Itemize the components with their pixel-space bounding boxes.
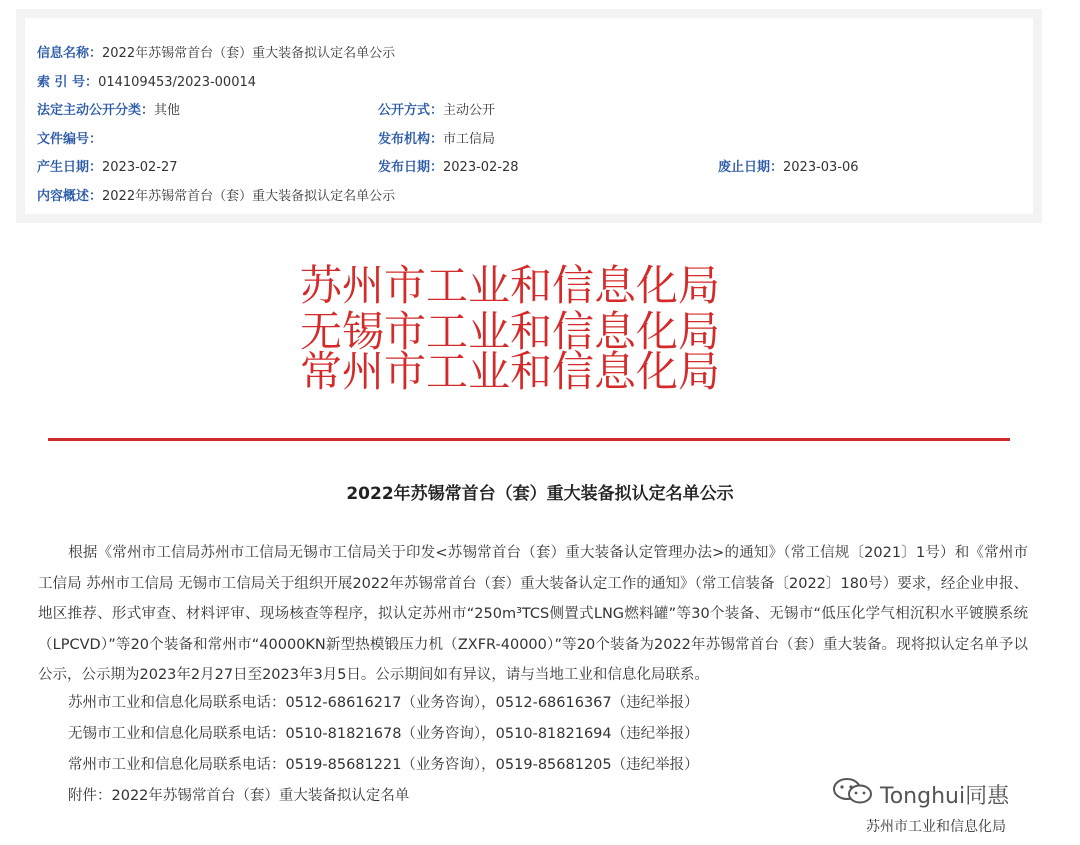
info-row-expiry: [718, 158, 859, 178]
info-index-label: 索 引 号：: [37, 75, 99, 90]
info-index-value: 014109453/2023-00014: [98, 75, 257, 90]
info-row-method: [378, 101, 495, 121]
document-title: 2022年苏锡常首台（套）重大装备拟认定名单公示: [346, 484, 734, 504]
info-summary-value: 2022年苏锡常首台（套）重大装备拟认定名单公示: [102, 189, 396, 204]
info-expiry-value: 2023-03-06: [783, 160, 859, 175]
info-box: [16, 9, 1042, 223]
info-category-value: 其他: [154, 103, 181, 118]
info-row-publisher: [378, 130, 495, 150]
info-row-name: [37, 44, 395, 64]
contact-changzhou: 常州市工业和信息化局联系电话：0519-85681221（业务咨询），0519-85681205（违纪举报）: [68, 757, 699, 773]
watermark-text: Tonghui同惠: [880, 784, 1010, 809]
info-row-summary: [37, 187, 395, 207]
info-expiry-label: 废止日期：: [718, 160, 784, 175]
info-method-value: 主动公开: [443, 103, 496, 118]
letterhead-line-changzhou: 常州市工业和信息化局: [300, 347, 721, 396]
info-panel: [25, 18, 1033, 214]
document-body: [38, 538, 1028, 691]
contact-suzhou: 苏州市工业和信息化局联系电话：0512-68616217（业务咨询），0512-68616367（违纪举报）: [68, 695, 699, 711]
contact-wuxi: 无锡市工业和信息化局联系电话：0510-81821678（业务咨询），0510-81821694（违纪举报）: [68, 726, 699, 742]
attachment-line: 附件：2022年苏锡常首台（套）重大装备拟认定名单: [68, 788, 410, 804]
info-published-label: 发布日期：: [378, 160, 444, 175]
info-row-docno: [37, 130, 102, 150]
letterhead-line-wuxi: 无锡市工业和信息化局: [300, 307, 721, 356]
info-name-label: 信息名称：: [37, 46, 103, 61]
info-summary-label: 内容概述：: [37, 189, 103, 204]
info-docno-label: 文件编号：: [37, 132, 103, 147]
info-publisher-label: 发布机构：: [378, 132, 444, 147]
info-category-label: 法定主动公开分类：: [37, 103, 155, 118]
info-method-label: 公开方式：: [378, 103, 444, 118]
info-row-created: [37, 158, 178, 178]
info-published-value: 2023-02-28: [443, 160, 519, 175]
wechat-icon: [832, 776, 874, 818]
letterhead-divider: [48, 438, 1010, 441]
info-publisher-value: 市工信局: [443, 132, 496, 147]
info-row-category: [37, 101, 180, 121]
info-created-value: 2023-02-27: [102, 160, 178, 175]
info-row-index: [37, 73, 256, 93]
watermark: [832, 776, 1009, 812]
info-name-value: 2022年苏锡常首台（套）重大装备拟认定名单公示: [102, 46, 396, 61]
letterhead-line-suzhou: 苏州市工业和信息化局: [300, 261, 721, 310]
signature-organization: 苏州市工业和信息化局: [866, 819, 1006, 835]
document-body-text: 根据《常州市工信局苏州市工信局无锡市工信局关于印发<苏锡常首台（套）重大装备认定管理办法>的通知》（常工信规〔2021〕1号）和《常州市工信局 苏州市工信局 无锡市工信局关于组织开展2022年苏锡常首台（套）重大装备认定工作的通知》（常工信装备〔2022〕180号）要求，经企业申报、地区推荐、形式审查、材料评审、现场核查等程序，拟认定苏州市“250m³TCS侧置式LNG燃料罐”等30个装备、无锡市“低压化学气相沉积水平镀膜系统（LPCVD）”等20个装备和常州市“40000KN新型热模锻压力机（ZXFR-40000）”等20个装备为2022年苏锡常首台（套）重大装备。现将拟认定名单予以公示，公示期为2023年2月27日至2023年3月5日。公示期间如有异议，请与当地工业和信息化局联系。: [38, 545, 1028, 683]
info-created-label: 产生日期：: [37, 160, 103, 175]
info-row-published: [378, 158, 519, 178]
